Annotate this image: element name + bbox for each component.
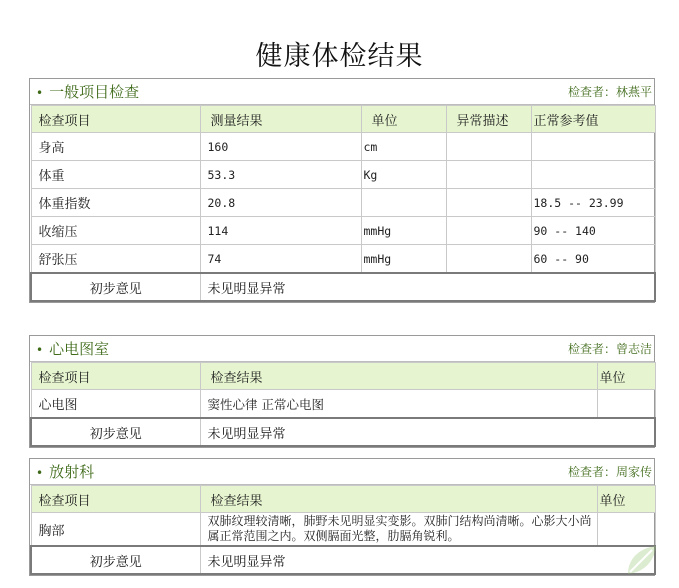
- section-title-text: 心电图室: [49, 340, 110, 358]
- abnormal-cell: [446, 189, 531, 217]
- inspector-name: 检查者：周家传: [567, 465, 652, 479]
- table-header-row: [31, 363, 655, 390]
- column-header: 单位: [597, 486, 655, 513]
- section-header: [30, 336, 654, 362]
- opinion-row: [31, 273, 655, 301]
- opinion-label: 初步意见: [31, 546, 200, 574]
- opinion-value: 未见明显异常: [200, 546, 655, 574]
- inspector-name: 检查者：林燕平: [567, 85, 652, 99]
- item-name-cell: 收缩压: [31, 217, 200, 245]
- section-title: [30, 461, 94, 482]
- abnormal-cell: [446, 133, 531, 161]
- bullet-dot-icon: •: [36, 86, 44, 100]
- result-cell: 窦性心律 正常心电图: [200, 390, 597, 419]
- bullet-dot-icon: •: [36, 343, 44, 357]
- reference-cell: [531, 161, 655, 189]
- section-title-text: 一般项目检查: [49, 83, 140, 101]
- result-cell: 53.3: [200, 161, 361, 189]
- unit-cell: [361, 189, 446, 217]
- abnormal-cell: [446, 245, 531, 274]
- result-cell: 20.8: [200, 189, 361, 217]
- bullet-dot-icon: •: [36, 466, 44, 480]
- result-cell: 74: [200, 245, 361, 274]
- unit-cell: mmHg: [361, 217, 446, 245]
- table-row: [31, 513, 655, 547]
- column-header: 检查项目: [31, 106, 200, 133]
- item-name-cell: 身高: [31, 133, 200, 161]
- table-row: [31, 189, 655, 217]
- abnormal-cell: [446, 217, 531, 245]
- reference-cell: 18.5 -- 23.99: [531, 189, 655, 217]
- section-general-exam: [29, 78, 655, 303]
- unit-cell: mmHg: [361, 245, 446, 274]
- reference-cell: 90 -- 140: [531, 217, 655, 245]
- column-header: 单位: [597, 363, 655, 390]
- section-header: [30, 459, 654, 485]
- column-header: 检查项目: [31, 363, 200, 390]
- section-ecg: [29, 335, 655, 448]
- table-row: [31, 390, 655, 419]
- column-header: 异常描述: [446, 106, 531, 133]
- results-table: [30, 485, 656, 575]
- unit-cell: cm: [361, 133, 446, 161]
- opinion-row: [31, 418, 655, 446]
- section-title-text: 放射科: [49, 463, 95, 481]
- opinion-value: 未见明显异常: [200, 273, 655, 301]
- section-title: [30, 81, 139, 102]
- item-name-cell: 体重: [31, 161, 200, 189]
- unit-cell: [597, 390, 655, 419]
- opinion-value: 未见明显异常: [200, 418, 655, 446]
- reference-cell: [531, 133, 655, 161]
- table-row: [31, 133, 655, 161]
- results-table: [30, 362, 656, 447]
- item-name-cell: 心电图: [31, 390, 200, 419]
- opinion-row: [31, 546, 655, 574]
- page-title: 健康体检结果: [255, 41, 424, 72]
- section-title: [30, 338, 109, 359]
- table-header-row: [31, 486, 655, 513]
- inspector-name: 检查者：曾志洁: [567, 342, 652, 356]
- leaf-logo-icon: [622, 540, 662, 580]
- results-table: [30, 105, 656, 302]
- unit-cell: Kg: [361, 161, 446, 189]
- table-row: [31, 161, 655, 189]
- opinion-label: 初步意见: [31, 273, 200, 301]
- table-header-row: [31, 106, 655, 133]
- section-radiology: [29, 458, 655, 576]
- item-name-cell: 胸部: [31, 513, 200, 547]
- result-cell: 双肺纹理较清晰，肺野未见明显实变影。双肺门结构尚清晰。心影大小尚属正常范围之内。双侧膈面光整，肋膈角锐利。: [200, 513, 597, 547]
- column-header: 测量结果: [200, 106, 361, 133]
- column-header: 单位: [361, 106, 446, 133]
- result-cell: 160: [200, 133, 361, 161]
- opinion-label: 初步意见: [31, 418, 200, 446]
- column-header: 检查结果: [200, 486, 597, 513]
- table-row: [31, 245, 655, 274]
- column-header: 正常参考值: [531, 106, 655, 133]
- column-header: 检查结果: [200, 363, 597, 390]
- column-header: 检查项目: [31, 486, 200, 513]
- item-name-cell: 体重指数: [31, 189, 200, 217]
- section-header: [30, 79, 654, 105]
- result-cell: 114: [200, 217, 361, 245]
- item-name-cell: 舒张压: [31, 245, 200, 274]
- abnormal-cell: [446, 161, 531, 189]
- table-row: [31, 217, 655, 245]
- reference-cell: 60 -- 90: [531, 245, 655, 274]
